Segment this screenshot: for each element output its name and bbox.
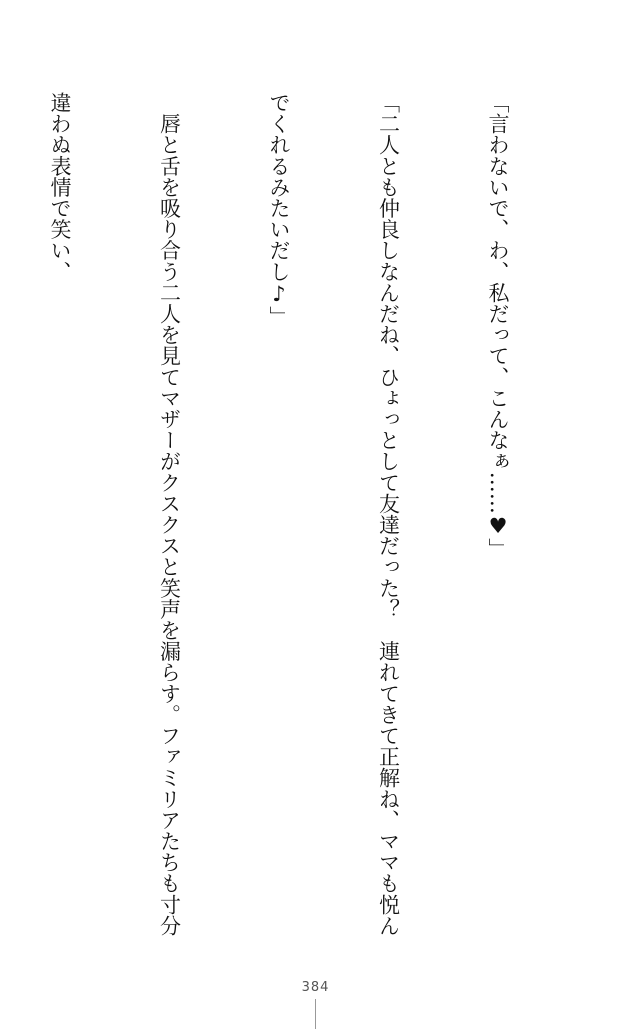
- vertical-text-block: [34, 92, 589, 942]
- text-line: 「言わないで、わ、私だって、こんなぁ……♥」: [486, 92, 510, 560]
- page-number-rule: [315, 999, 316, 1029]
- text-line: 「二人とも仲良しなんだね、ひょっとして友達だった？ 連れてきて正解ね、ママも悦ん: [376, 92, 401, 936]
- text-line: 唇と舌を吸り合う二人を見てマザーがクスクスと笑声を漏らす。ファミリアたちも寸分: [157, 92, 182, 936]
- page-number: 384: [301, 980, 330, 995]
- text-line: でくれるみたいだし♪」: [267, 92, 291, 328]
- text-line: 違わぬ表情で笑い、: [48, 92, 72, 282]
